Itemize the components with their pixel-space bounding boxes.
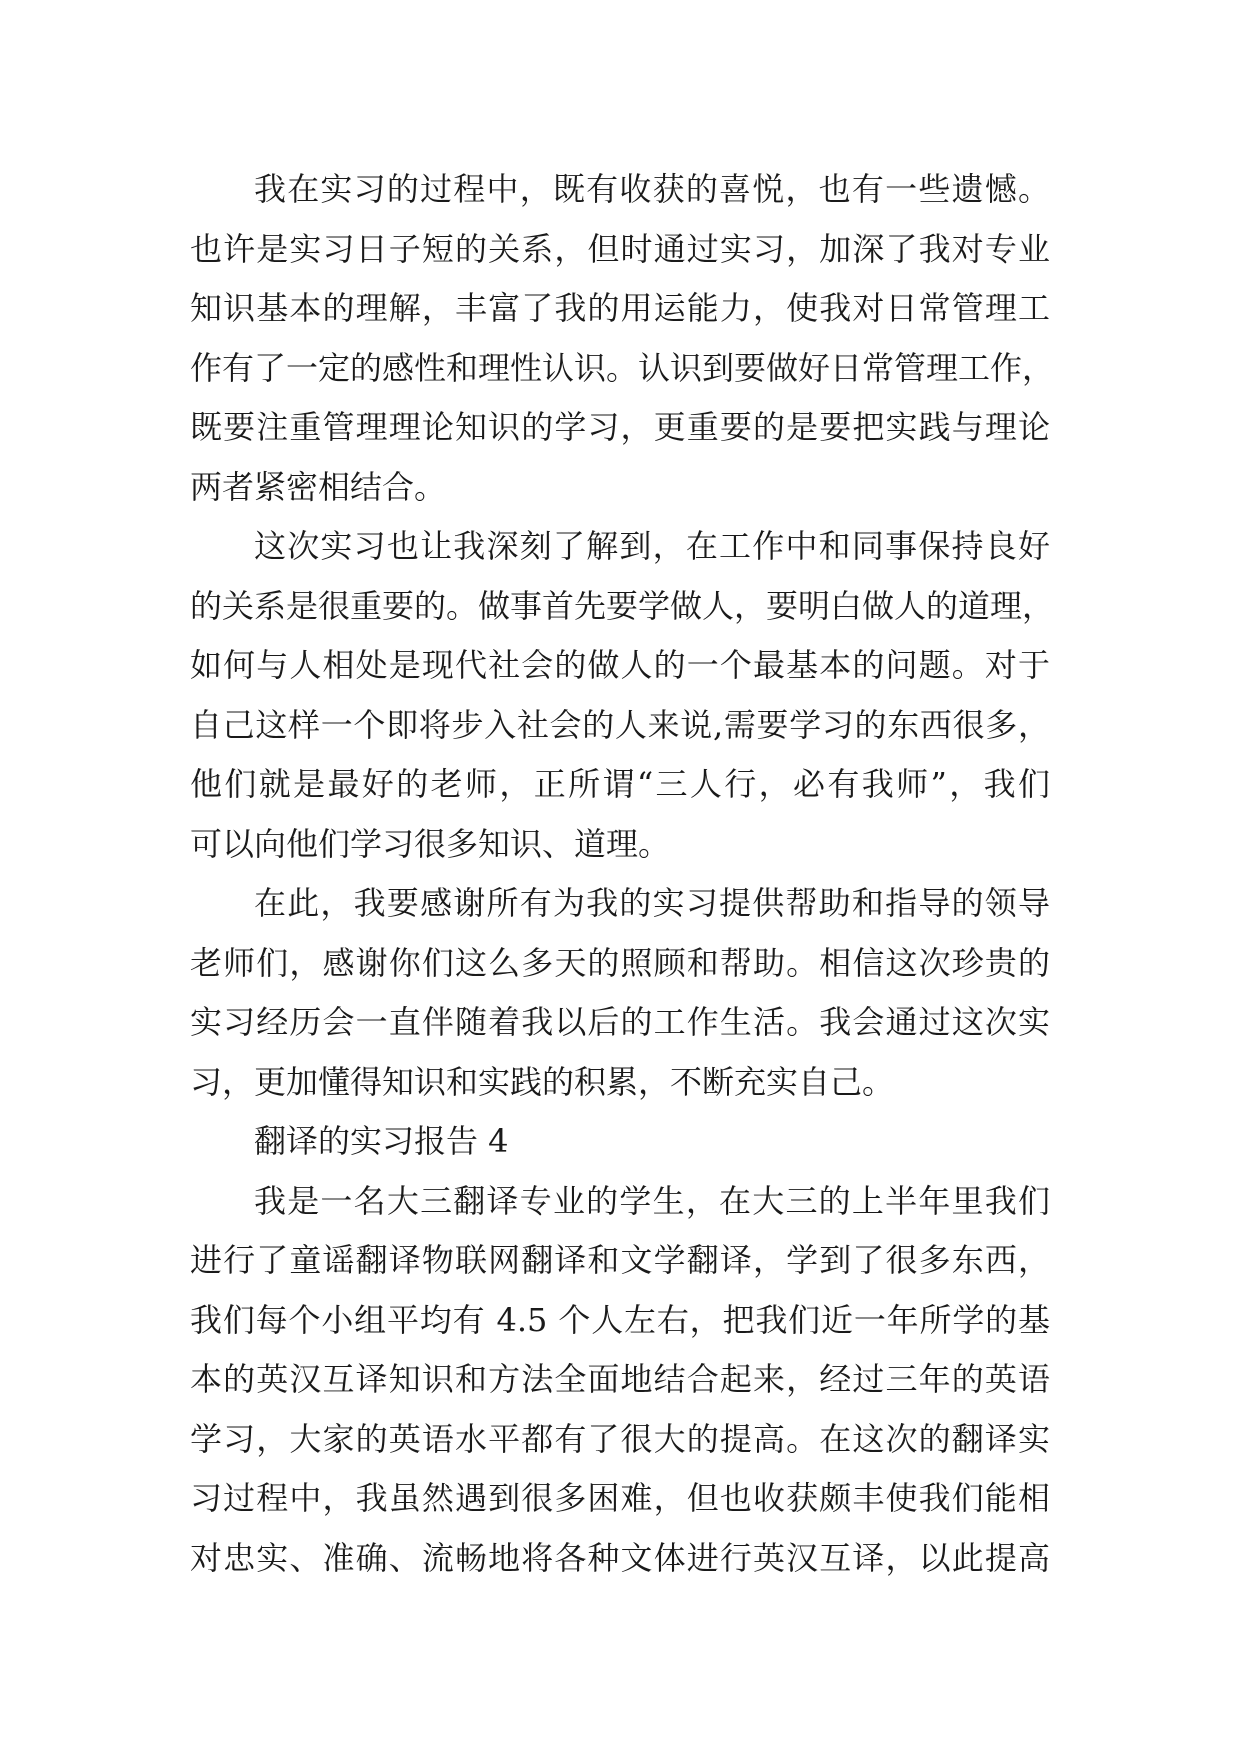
body-text (190, 160, 1055, 1588)
paragraph-line: 在此，我要感谢所有为我的实习提供帮助和指导的领导 (254, 884, 1050, 922)
paragraph-line: 我们每个小组平均有 4.5 个人左右，把我们近一年所学的基 (190, 1300, 1050, 1339)
paragraph-line: 知识基本的理解，丰富了我的用运能力，使我对日常管理工 (190, 289, 1050, 327)
paragraph-line: 的关系是很重要的。做事首先要学做人，要明白做人的道理， (190, 586, 1055, 625)
paragraph-line: 这次实习也让我深刻了解到，在工作中和同事保持良好 (254, 527, 1050, 565)
paragraph-line: 也许是实习日子短的关系，但时通过实习，加深了我对专业 (190, 229, 1050, 268)
paragraph-line: 既要注重管理理论知识的学习，更重要的是要把实践与理论 (190, 408, 1050, 446)
paragraph-line: 进行了童谣翻译物联网翻译和文学翻译，学到了很多东西， (190, 1241, 1050, 1279)
paragraph-line: 习，更加懂得知识和实践的积累，不断充实自己。 (190, 1062, 895, 1101)
paragraph-line: 作有了一定的感性和理性认识。认识到要做好日常管理工作， (190, 348, 1055, 387)
paragraph-line: 对忠实、准确、流畅地将各种文体进行英汉互译，以此提高 (190, 1538, 1050, 1577)
paragraph-line: 我是一名大三翻译专业的学生，在大三的上半年里我们 (254, 1181, 1050, 1220)
paragraph-line: 学习，大家的英语水平都有了很大的提高。在这次的翻译实 (190, 1419, 1050, 1458)
section-heading: 翻译的实习报告 4 (254, 1122, 509, 1160)
paragraph-line: 本的英汉互译知识和方法全面地结合起来，经过三年的英语 (190, 1360, 1050, 1398)
paragraph-line: 我在实习的过程中，既有收获的喜悦，也有一些遗憾。 (254, 170, 1050, 208)
paragraph-line: 两者紧密相结合。 (190, 467, 447, 506)
paragraph-line: 实习经历会一直伴随着我以后的工作生活。我会通过这次实 (190, 1003, 1050, 1041)
paragraph-line: 可以向他们学习很多知识、道理。 (190, 824, 671, 863)
paragraph-line: 他们就是最好的老师，正所谓“三人行，必有我师”，我们 (190, 765, 1050, 803)
paragraph-line: 自己这样一个即将步入社会的人来说,需要学习的东西很多， (190, 705, 1050, 744)
paragraph-line: 如何与人相处是现代社会的做人的一个最基本的问题。对于 (190, 646, 1050, 684)
paragraph-line: 老师们，感谢你们这么多天的照顾和帮助。相信这次珍贵的 (190, 943, 1050, 982)
paragraph-line: 习过程中，我虽然遇到很多困难，但也收获颇丰使我们能相 (190, 1479, 1050, 1517)
